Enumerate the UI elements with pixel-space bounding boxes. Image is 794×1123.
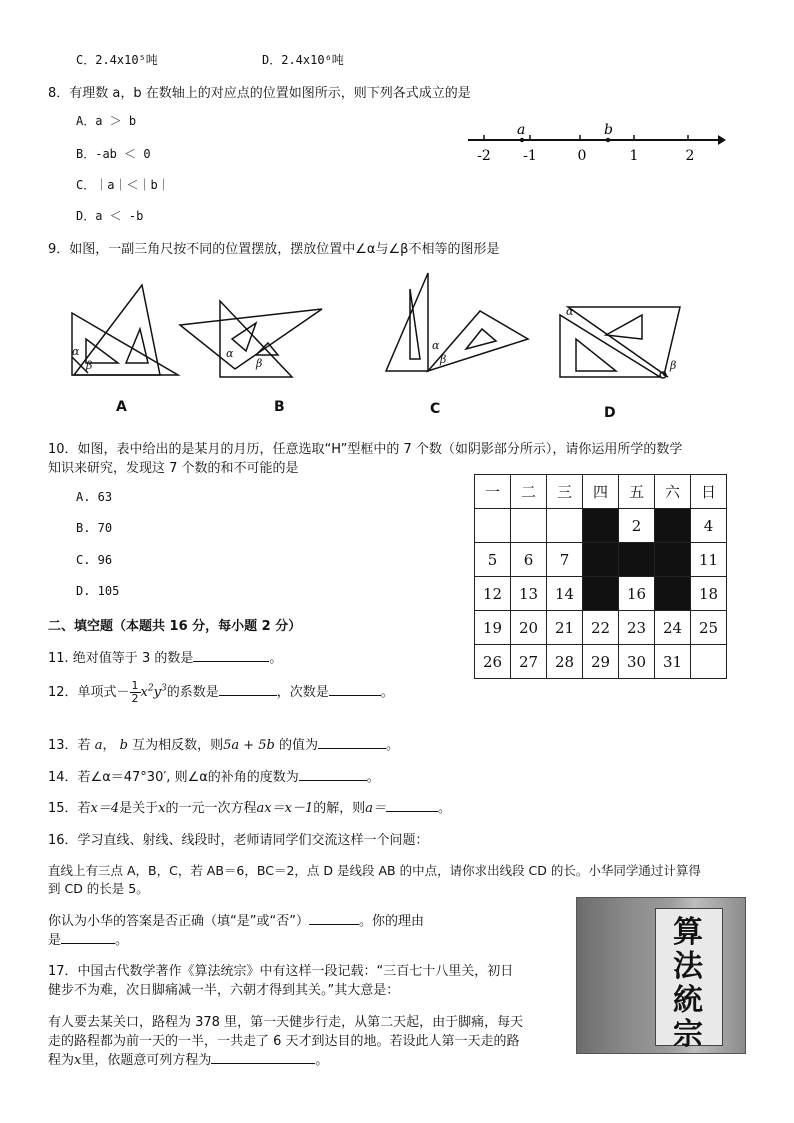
q10-option-d: D. 105 bbox=[76, 584, 120, 598]
calendar-row bbox=[475, 509, 727, 543]
q17-line4: 走的路程都为前一天的一半，一共走了 6 天才到达目的地。若设此人第一天走的路 bbox=[48, 1034, 520, 1049]
calendar-cell: 4 bbox=[691, 509, 727, 543]
point-a-label: a bbox=[517, 122, 526, 138]
answer-blank[interactable] bbox=[299, 768, 367, 781]
q17-line1: 17．中国古代数学著作《算法统宗》中有这样一段记载：“三百七十八里关，初日 bbox=[48, 964, 514, 979]
q9-stem: 9．如图，一副三角尺按不同的位置摆放，摆放位置中∠α与∠β不相等的图形是 bbox=[48, 242, 500, 257]
q12: 12．单项式－ $\frac{1}{2}$ $x^2y^3$的系数是 ，次数是 。 bbox=[48, 679, 394, 705]
shaded-cell bbox=[619, 543, 655, 577]
shaded-cell bbox=[583, 509, 619, 543]
calendar-header-row bbox=[475, 475, 727, 509]
alpha-label: α bbox=[566, 305, 574, 318]
calendar-header-cell: 五 bbox=[619, 475, 655, 509]
calendar-row: 19 20 21 22 23 24 25 bbox=[475, 611, 727, 645]
calendar-table bbox=[474, 474, 727, 679]
calendar-header-cell: 四 bbox=[583, 475, 619, 509]
calendar-header-cell: 日 bbox=[691, 475, 727, 509]
q8-option-c: C．｜a｜＜｜b｜ bbox=[76, 178, 170, 192]
beta-label: β bbox=[670, 359, 677, 372]
q8-stem: 8．有理数 a，b 在数轴上的对应点的位置如图所示，则下列各式成立的是 bbox=[48, 86, 471, 101]
calendar-header-cell: 六 bbox=[655, 475, 691, 509]
q16-line5: 是 。 bbox=[48, 933, 129, 948]
q7-option-c: C．2.4x10⁵吨 bbox=[76, 53, 158, 67]
triangle-rulers-figures bbox=[60, 265, 700, 425]
figure-label-d: D bbox=[604, 405, 616, 421]
book-title: 算法統宗 bbox=[673, 915, 703, 1052]
tick-label: -2 bbox=[477, 148, 491, 164]
calendar-row: 5 6 7 11 bbox=[475, 543, 727, 577]
q8-option-a: A．a ＞ b bbox=[76, 114, 137, 128]
answer-blank[interactable] bbox=[318, 736, 386, 749]
shaded-cell bbox=[655, 509, 691, 543]
q17-line2: 健步不为难，次日脚痛减一半，六朝才得到其关。”其大意是： bbox=[48, 983, 400, 998]
tick-label: 0 bbox=[577, 148, 587, 164]
answer-blank[interactable] bbox=[219, 683, 277, 696]
q15: 15．若x＝4是关于x的一元一次方程ax＝x－1的解，则a＝ 。 bbox=[48, 801, 452, 816]
alpha-label: α bbox=[72, 345, 80, 358]
fraction: $\frac{1}{2}$ bbox=[131, 679, 139, 705]
calendar-header-cell: 二 bbox=[511, 475, 547, 509]
calendar-cell: 2 bbox=[619, 509, 655, 543]
alpha-label: α bbox=[432, 339, 440, 352]
answer-blank[interactable] bbox=[386, 799, 438, 812]
q16-line1: 16．学习直线、射线、线段时，老师请同学们交流这样一个问题： bbox=[48, 833, 429, 848]
figure-label-c: C bbox=[430, 401, 441, 417]
tick-label: 1 bbox=[629, 148, 639, 164]
section-heading: 二、填空题（本题共 16 分，每小题 2 分） bbox=[48, 619, 302, 634]
q13: 13．若 a， b 互为相反数，则5a + 5b 的值为 。 bbox=[48, 738, 400, 753]
answer-blank[interactable] bbox=[309, 912, 359, 925]
q8-option-b: B．-ab ＜ 0 bbox=[76, 147, 151, 161]
q16-line2: 直线上有三点 A，B，C，若 AB＝6，BC＝2，点 D 是线段 AB 的中点，请你求出线段 CD 的长。小华同学通过计算得 bbox=[48, 863, 701, 878]
beta-label: β bbox=[256, 357, 263, 370]
q10-stem-line1: 10．如图，表中给出的是某月的月历，任意选取“H”型框中的 7 个数（如阴影部分所示），请你运用所学的数学 bbox=[48, 442, 683, 457]
calendar-cell: 16 bbox=[619, 577, 655, 611]
q10-option-a: A. 63 bbox=[76, 490, 113, 504]
figure-label-a: A bbox=[116, 399, 127, 415]
tick-label: -1 bbox=[523, 148, 537, 164]
answer-blank[interactable] bbox=[61, 931, 115, 944]
q8-option-d: D．a ＜ -b bbox=[76, 209, 144, 223]
q16-line4: 你认为小华的答案是否正确（填“是”或“否”） 。你的理由 bbox=[48, 914, 424, 929]
calendar-header-cell: 三 bbox=[547, 475, 583, 509]
shaded-cell bbox=[655, 543, 691, 577]
answer-blank[interactable] bbox=[193, 649, 269, 662]
q10-stem-line2: 知识来研究，发现这 7 个数的和不可能的是 bbox=[48, 461, 299, 476]
beta-label: β bbox=[440, 353, 447, 366]
figure-label-b: B bbox=[274, 399, 285, 415]
calendar-header-cell: 一 bbox=[475, 475, 511, 509]
q10-option-c: C. 96 bbox=[76, 553, 113, 567]
shaded-cell bbox=[583, 543, 619, 577]
q10-option-b: B. 70 bbox=[76, 521, 113, 535]
shaded-cell bbox=[583, 577, 619, 611]
calendar-row: 12 13 14 16 18 bbox=[475, 577, 727, 611]
shaded-cell bbox=[655, 577, 691, 611]
calendar-row: 26 27 28 29 30 31 bbox=[475, 645, 727, 679]
q11: 11. 绝对值等于 3 的数是 。 bbox=[48, 651, 283, 666]
q14: 14．若∠α＝47°30′, 则∠α的补角的度数为 。 bbox=[48, 770, 380, 785]
alpha-label: α bbox=[226, 347, 234, 360]
number-line-figure bbox=[462, 118, 728, 166]
q16-line3: 到 CD 的长是 5。 bbox=[48, 881, 149, 896]
book-photo bbox=[576, 897, 746, 1054]
point-b-label: b bbox=[604, 122, 613, 138]
answer-blank[interactable] bbox=[211, 1051, 315, 1064]
beta-label: β bbox=[86, 359, 93, 372]
answer-blank[interactable] bbox=[329, 683, 381, 696]
tick-label: 2 bbox=[685, 148, 695, 164]
q17-line3: 有人要去某关口，路程为 378 里，第一天健步行走，从第二天起，由于脚痛，每天 bbox=[48, 1015, 524, 1030]
q17-line5: 程为x里，依题意可列方程为 。 bbox=[48, 1053, 329, 1068]
q7-option-d: D．2.4x10⁶吨 bbox=[262, 53, 344, 67]
